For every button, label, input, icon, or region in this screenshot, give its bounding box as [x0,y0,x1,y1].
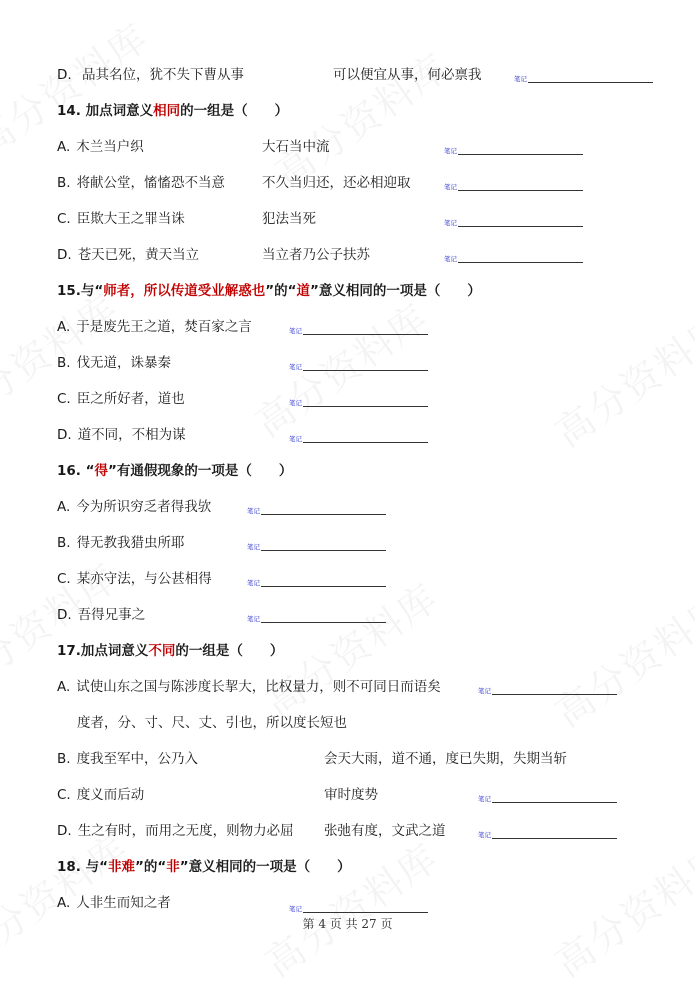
note-label: 笔记 [478,831,491,839]
question-17-title: 17.加点词意义不同的一组是（ ） [57,643,284,659]
option-label: C. [57,571,71,587]
option-text: 吾得兄事之 [77,607,146,623]
note-label: 笔记 [444,219,457,227]
option-label: A. [57,895,71,911]
note-input-line[interactable] [492,826,617,839]
note-field[interactable] [247,499,386,515]
note-field[interactable] [247,535,386,551]
option-label: D. [57,247,72,263]
option-left-text: 臣欺大王之罪当诛 [76,211,185,227]
option-left-text: 木兰当户织 [76,139,144,155]
note-label: 笔记 [444,147,457,155]
note-input-line[interactable] [458,250,583,263]
note-label: 笔记 [289,399,302,407]
option-text: 伐无道，诛暴秦 [76,355,172,371]
note-field[interactable] [444,139,583,155]
note-label: 笔记 [289,327,302,335]
option-label: B. [57,751,71,767]
option-left-text: 度义而后动 [76,787,145,803]
note-label: 笔记 [247,507,260,515]
option-right-text: 大石当中流 [262,139,330,155]
note-field[interactable] [478,679,617,695]
note-input-line[interactable] [261,502,386,515]
option-label: A. [57,679,71,695]
option-right-text: 当立者乃公子扶苏 [262,247,370,263]
option-label: C. [57,787,71,803]
note-input-line[interactable] [458,142,583,155]
option-label: D. [57,67,72,83]
note-label: 笔记 [247,543,260,551]
option-text-line2: 度者，分、寸、尺、丈、引也，所以度长短也 [77,715,347,731]
note-field[interactable] [478,787,617,803]
note-label: 笔记 [247,579,260,587]
option-left-text: 生之有时，而用之无度，则物力必屈 [77,823,294,839]
keyword-highlight: 得 [94,463,108,479]
note-field[interactable] [247,607,386,623]
note-input-line[interactable] [303,394,428,407]
note-field[interactable] [514,67,653,83]
option-text-line1: 试使山东之国与陈涉度长挈大，比权量力，则不可同日而语矣 [76,679,441,695]
option-left-text: 度我至军中，公乃入 [76,751,199,767]
note-label: 笔记 [444,183,457,191]
note-field[interactable] [289,427,428,443]
option-right-text: 不久当归还，还必相迎取 [262,175,411,191]
option-left-text: 品其名位，犹不失下曹从事 [81,67,244,83]
option-label: A. [57,139,71,155]
note-field[interactable] [444,175,583,191]
watermark [542,578,695,738]
option-label: C. [57,391,71,407]
note-label: 笔记 [514,75,527,83]
note-label: 笔记 [444,255,457,263]
note-label: 笔记 [289,905,302,913]
option-label: B. [57,355,71,371]
option-text: 今为所识穷乏者得我欤 [76,499,212,515]
keyword-highlight: 师者，所以传道受业解惑也 [103,283,266,299]
note-input-line[interactable] [458,214,583,227]
note-label: 笔记 [289,363,302,371]
note-input-line[interactable] [458,178,583,191]
note-label: 笔记 [478,687,491,695]
note-label: 笔记 [478,795,491,803]
note-field[interactable] [247,571,386,587]
option-text: 得无教我猎虫所耶 [76,535,185,551]
option-text: 某亦守法，与公甚相得 [76,571,212,587]
question-15-title: 15.与“师者，所以传道受业解惑也”的“道”意义相同的一项是（ ） [57,283,481,299]
option-label: D. [57,823,72,839]
note-input-line[interactable] [261,610,386,623]
note-input-line[interactable] [492,790,617,803]
keyword-highlight: 非 [166,859,180,875]
note-field[interactable] [289,391,428,407]
option-label: B. [57,175,71,191]
option-right-text: 会天大雨，道不通，度已失期，失期当斩 [324,751,567,767]
note-input-line[interactable] [303,322,428,335]
note-label: 笔记 [247,615,260,623]
note-field[interactable] [289,319,428,335]
option-right-text: 可以便宜从事，何必禀我 [333,67,482,83]
option-label: A. [57,319,71,335]
option-right-text: 张弛有度，文武之道 [324,823,446,839]
option-label: B. [57,535,71,551]
page-number: 第 4 页 共 27 页 [302,917,393,931]
option-left-text: 将献公堂，慉慉恐不当意 [76,175,226,191]
question-18-title: 18. 与“非难”的“非”意义相同的一项是（ ） [57,859,351,875]
keyword-highlight: 不同 [148,643,176,659]
note-label: 笔记 [289,435,302,443]
option-right-text: 犯法当死 [262,211,316,227]
option-text: 人非生而知之者 [76,895,171,911]
option-label: C. [57,211,71,227]
page-number-footer [0,915,695,932]
note-input-line[interactable] [303,358,428,371]
note-field[interactable] [444,247,583,263]
note-input-line[interactable] [528,70,653,83]
note-input-line[interactable] [303,900,428,913]
keyword-highlight: 相同 [153,103,181,119]
question-14-title: 14. 加点词意义相同的一组是（ ） [57,103,289,119]
option-text: 臣之所好者，道也 [76,391,185,407]
note-field[interactable] [289,355,428,371]
note-input-line[interactable] [261,574,386,587]
watermark [542,828,695,987]
option-label: A. [57,499,71,515]
option-left-text: 苍天已死，黄天当立 [77,247,200,263]
note-input-line[interactable] [303,430,428,443]
option-text: 道不同，不相为谋 [77,427,186,443]
option-text: 于是废先王之道，焚百家之言 [76,319,252,335]
watermark [542,298,695,458]
note-field[interactable] [289,897,428,913]
note-input-line[interactable] [261,538,386,551]
keyword-highlight: 道 [296,283,311,299]
option-right-text: 审时度势 [324,787,378,803]
keyword-highlight: 非难 [108,859,135,875]
question-16-title: 16. “得”有通假现象的一项是（ ） [57,463,293,479]
note-field[interactable] [444,211,583,227]
note-field[interactable] [478,823,617,839]
option-label: D. [57,427,72,443]
note-input-line[interactable] [492,682,617,695]
option-label: D. [57,607,72,623]
